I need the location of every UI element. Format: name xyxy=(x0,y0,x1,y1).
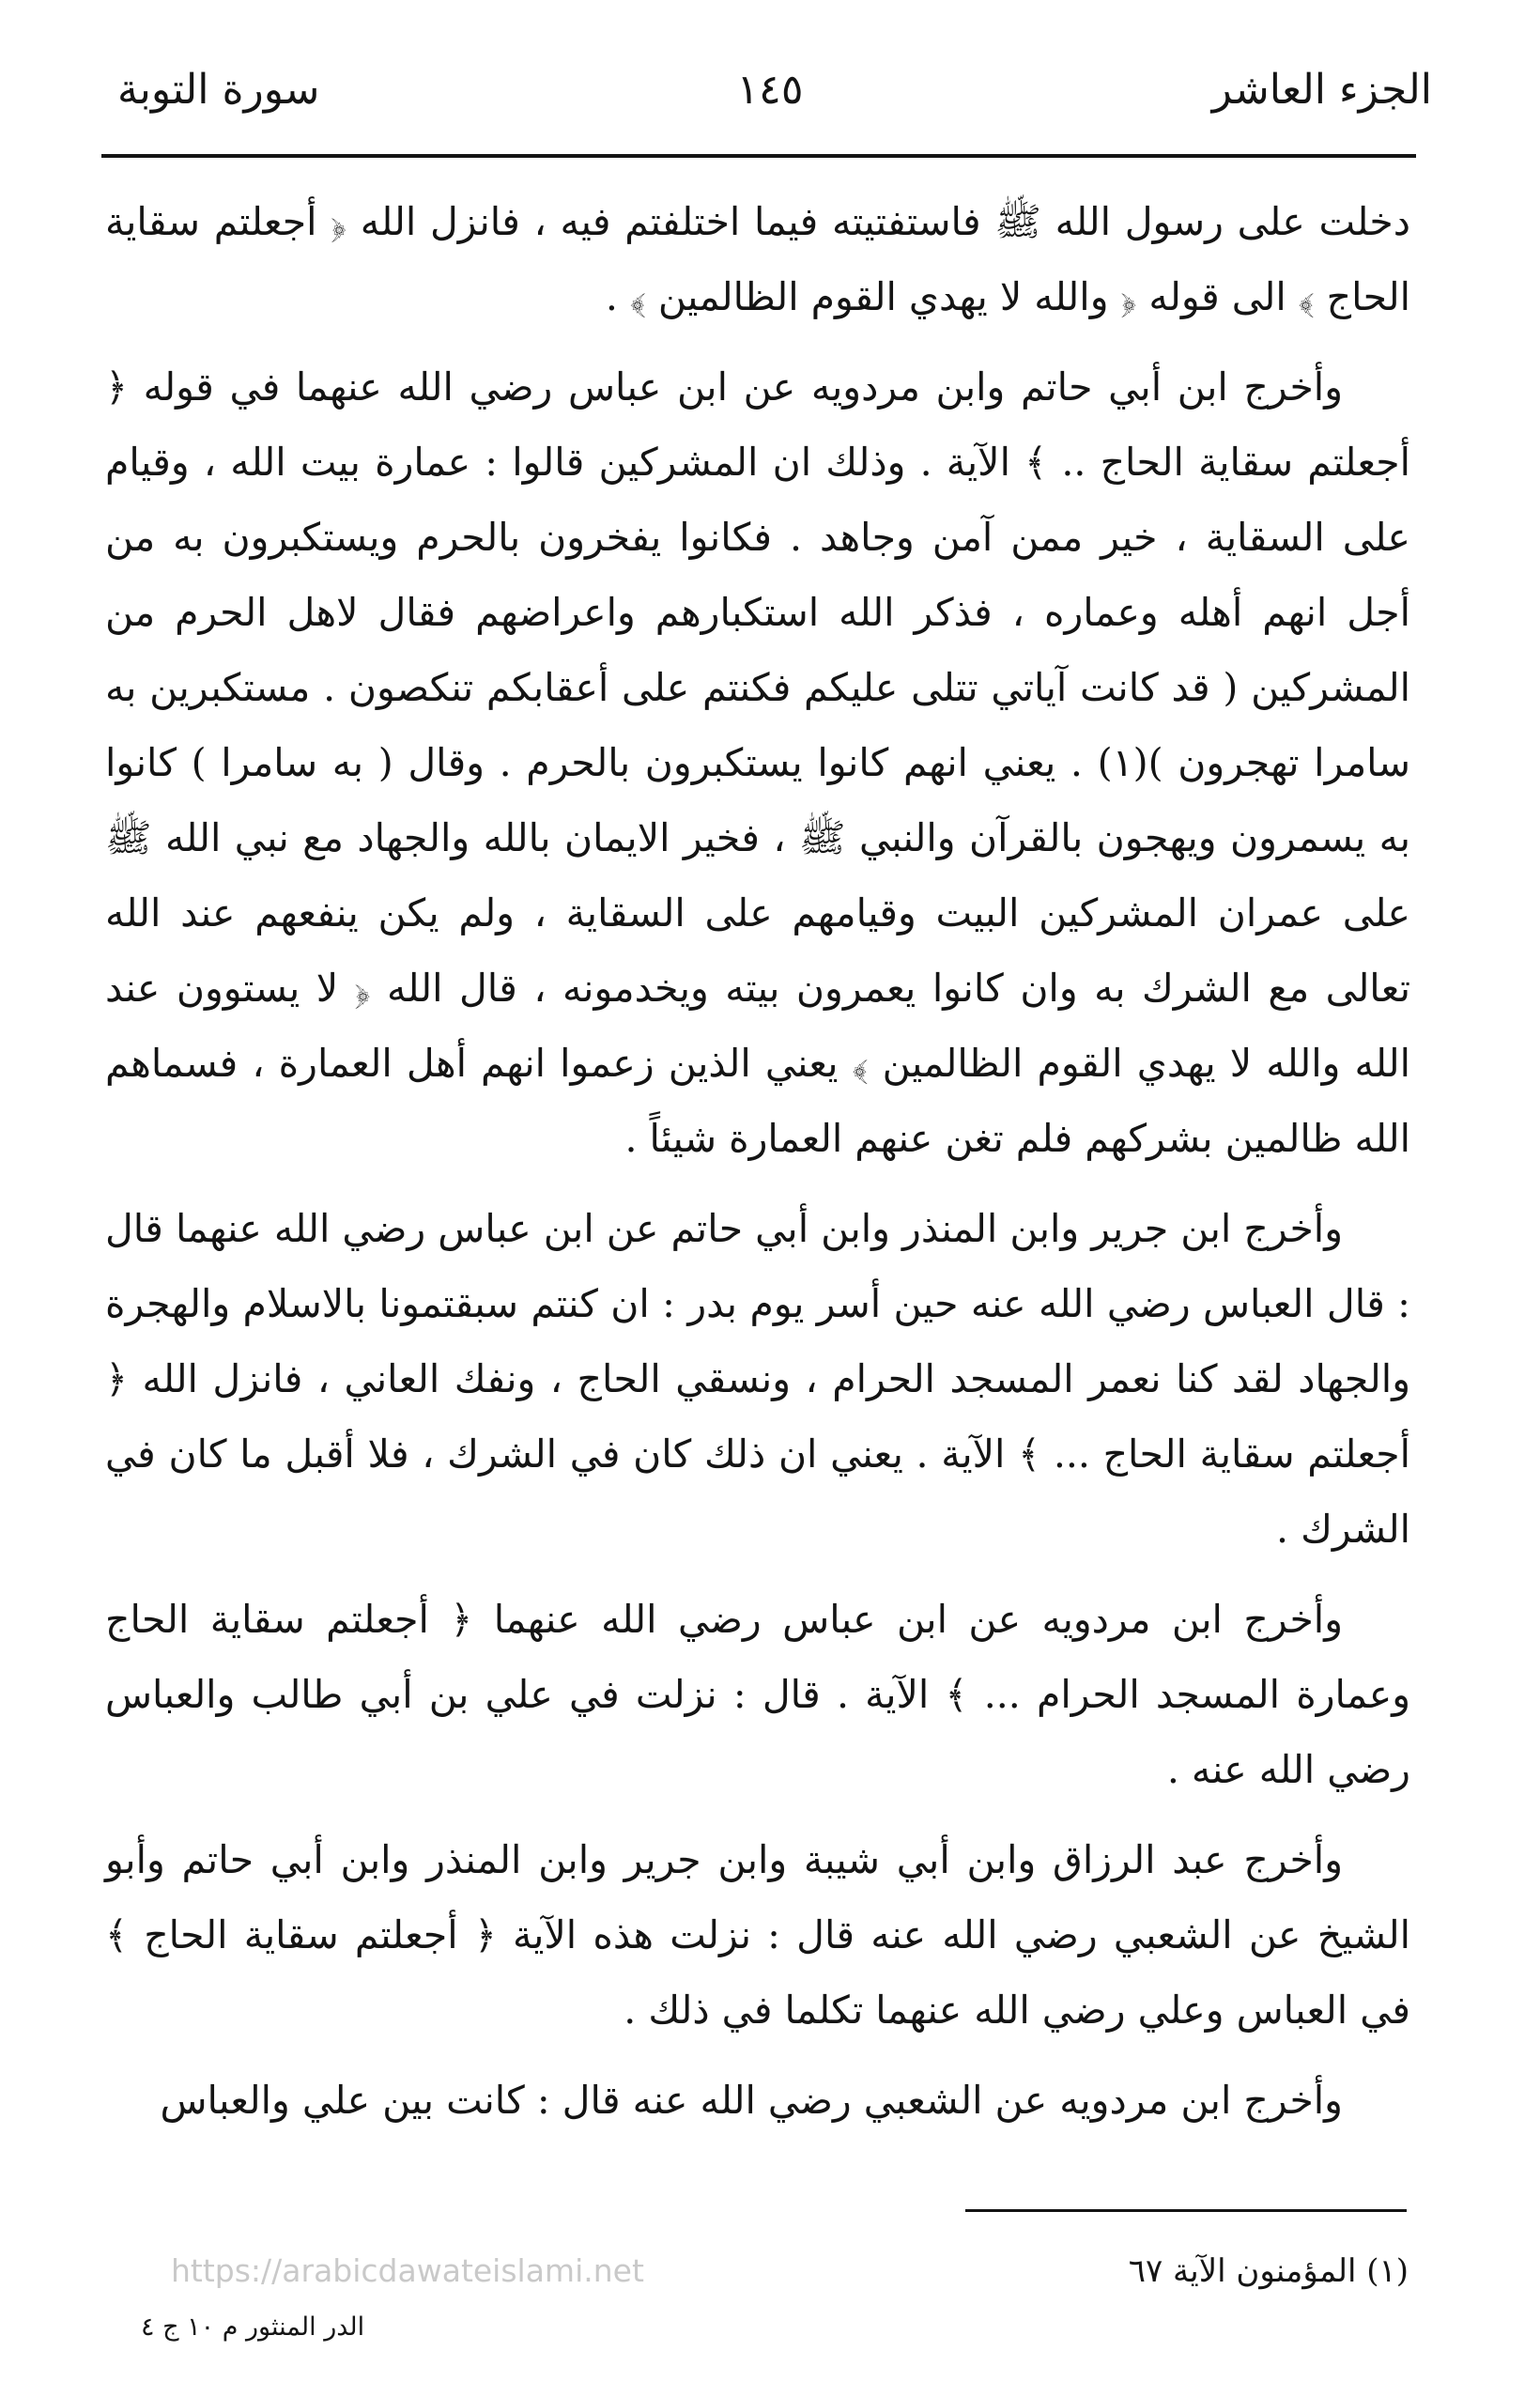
surah-title: سورة التوبة xyxy=(117,66,320,114)
footnote: (١) المؤمنون الآية ٦٧ xyxy=(1128,2252,1409,2290)
source-signature: الدر المنثور م ١٠ ج ٤ xyxy=(141,2312,365,2342)
header-divider xyxy=(101,154,1416,158)
watermark-url: https://arabicdawateislami.net xyxy=(171,2252,644,2289)
paragraph-5: وأخرج عبد الرزاق وابن أبي شيبة وابن جرير وابن المنذر وابن أبي حاتم وأبو الشيخ عن الشعبي رضي الله عنه قال : نزلت هذه الآية ﴿ أجعلتم سقاية الحاج ﴾ في العباس وعلي رضي الله عنهما تكلما في ذلك . xyxy=(105,1837,1410,2033)
paragraph-6: وأخرج ابن مردويه عن الشعبي رضي الله عنه قال : كانت بين علي والعباس xyxy=(160,2078,1343,2123)
page-number: ١٤٥ xyxy=(736,66,804,114)
paragraph-1: دخلت على رسول الله ﷺ فاستفتيته فيما اختلفتم فيه ، فانزل الله ﴿ أجعلتم سقاية الحاج ﴾ الى قوله ﴿ والله لا يهدي القوم الظالمين ﴾ . xyxy=(105,199,1410,319)
page-header xyxy=(89,56,1451,131)
paragraph-3: وأخرج ابن جرير وابن المنذر وابن أبي حاتم عن ابن عباس رضي الله عنهما قال : قال العباس رضي الله عنه حين أسر يوم بدر : ان كنتم سبقتمونا بالاسلام والهجرة والجهاد لقد كنا نعمر المسجد الحرام ، ونسقي الحاج ، ونفك العاني ، فانزل الله ﴿ أجعلتم سقاية الحاج ... ﴾ الآية . يعني ان ذلك كان في الشرك ، فلا أقبل ما كان في الشرك . xyxy=(105,1206,1410,1552)
paragraph-2: وأخرج ابن أبي حاتم وابن مردويه عن ابن عباس رضي الله عنهما في قوله ﴿ أجعلتم سقاية الحاج .. ﴾ الآية . وذلك ان المشركين قالوا : عمارة بيت الله ، وقيام على السقاية ، خير ممن آمن وجاهد . فكانوا يفخرون بالحرم ويستكبرون به من أجل انهم أهله وعماره ، فذكر الله استكبارهم واعراضهم فقال لاهل الحرم من المشركين ( قد كانت آياتي تتلى عليكم فكنتم على أعقابكم تنكصون . مستكبرين به سامرا تهجرون )(١) . يعني انهم كانوا يستكبرون بالحرم . وقال ( به سامرا ) كانوا به يسمرون ويهجون بالقرآن والنبي ﷺ ، فخير الايمان بالله والجهاد مع نبي الله ﷺ على عمران المشركين البيت وقيامهم على السقاية ، ولم يكن ينفعهم عند الله تعالى مع الشرك به وان كانوا يعمرون بيته ويخدمونه ، قال الله ﴿ لا يستوون عند الله والله لا يهدي القوم الظالمين ﴾ يعني الذين زعموا انهم أهل العمارة ، فسماهم الله ظالمين بشركهم فلم تغن عنهم العمارة شيئاً . xyxy=(105,364,1410,1161)
footnote-divider xyxy=(965,2209,1407,2212)
paragraph-4: وأخرج ابن مردويه عن ابن عباس رضي الله عنهما ﴿ أجعلتم سقاية الحاج وعمارة المسجد الحرام ... ﴾ الآية . قال : نزلت في علي بن أبي طالب والعباس رضي الله عنه . xyxy=(105,1597,1410,1792)
part-title: الجزء العاشر xyxy=(1211,66,1432,114)
main-text xyxy=(105,184,1410,2153)
